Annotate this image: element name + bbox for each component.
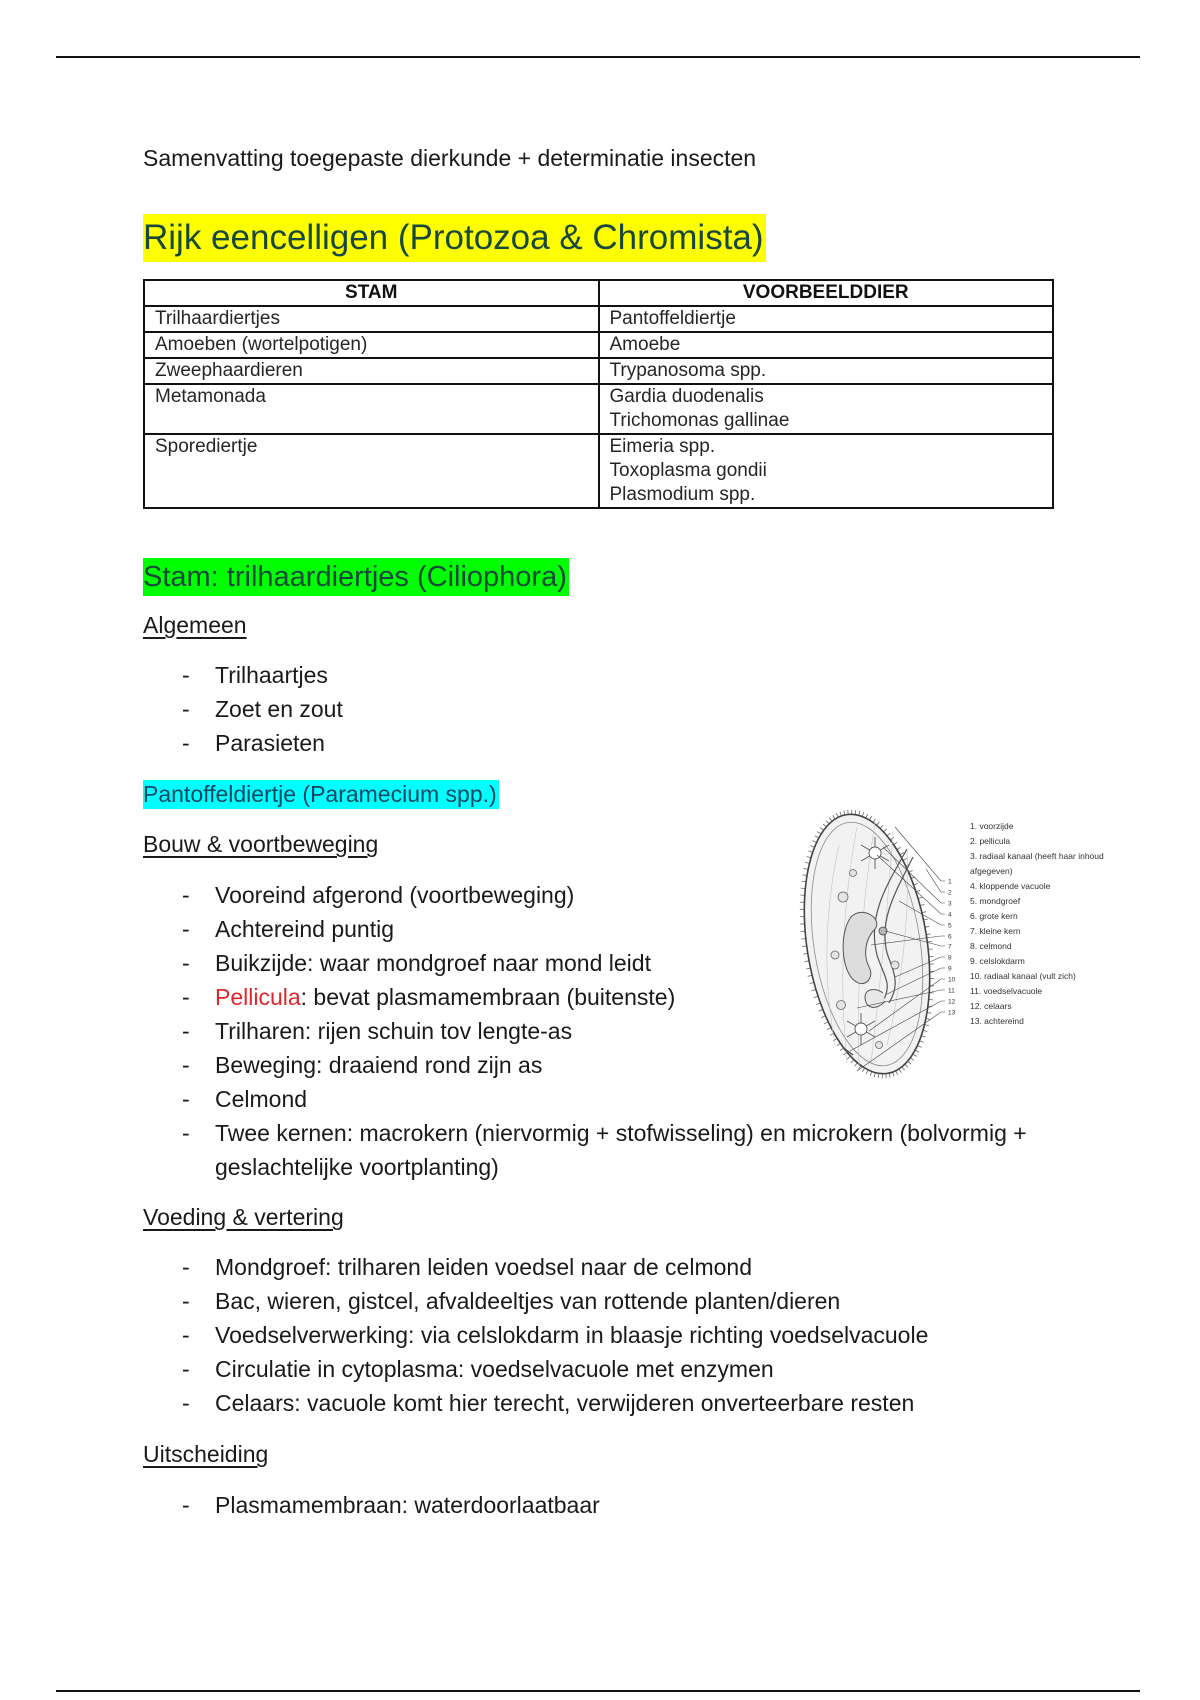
legend-label: 3. radiaal kanaal (heeft haar inhoud afgegeven) [970,851,1104,876]
example-species: Amoebe [609,334,681,355]
list-item [143,946,1095,980]
list-item-text: Achtereind puntig [215,916,395,942]
leader-number: 12 [948,998,956,1006]
list-marker: - [182,950,190,976]
list-marker: - [182,1120,190,1146]
list-item [143,692,1095,726]
structure-heading: Bouw & voortbeweging [143,831,379,857]
list-marker: - [182,1356,190,1382]
list-item [143,1014,1095,1048]
leader-number: 1 [948,878,952,886]
excretion-heading: Uitscheiding [143,1441,269,1467]
legend-label: 1. voorzijde [970,821,1014,831]
list-item-text: Trilharen: rijen schuin tov lengte-as [215,1018,573,1044]
list-item-text: Circulatie in cytoplasma: voedselvacuole met enzymen [215,1356,774,1382]
structure-list [143,878,1095,1184]
list-marker: - [182,984,190,1010]
table-row [144,434,1053,508]
legend-label: 4. kloppende vacuole [970,881,1051,891]
feeding-heading: Voeding & vertering [143,1204,344,1230]
list-item-text: Buikzijde: waar mondgroef naar mond leidt [215,950,651,976]
list-marker: - [182,662,190,688]
leader-number: 5 [948,922,952,930]
list-item-text: Beweging: draaiend rond zijn as [215,1052,543,1078]
list-item-text: Celmond [215,1086,308,1112]
list-marker: - [182,1322,190,1348]
list-item [143,1116,1095,1184]
cell-voorbeelddier [599,434,1054,508]
leader-number: 6 [948,933,952,941]
list-marker: - [182,1492,190,1518]
leader-number: 11 [948,987,955,995]
table-row [144,306,1053,332]
legend-label: 2. pellicula [970,836,1011,846]
species-heading: Pantoffeldiertje (Paramecium spp.) [143,781,497,807]
cell-stam: Amoeben (wortelpotigen) [144,332,599,358]
list-marker: - [182,696,190,722]
column-header-voorbeelddier: VOORBEELDDIER [599,280,1054,306]
general-heading: Algemeen [143,612,247,638]
leader-number: 4 [948,911,952,919]
kingdom-heading: Rijk eencelligen (Protozoa & Chromista) [143,214,766,262]
example-species: Pantoffeldiertje [609,308,736,329]
table-row [144,332,1053,358]
list-item [143,1250,1095,1284]
example-species: Trypanosoma spp. [609,360,767,381]
legend-label: 8. celmond [970,941,1012,951]
list-marker: - [182,1052,190,1078]
list-marker: - [182,1018,190,1044]
legend-label: 13. achtereind [970,1016,1024,1026]
leader-number: 13 [948,1009,956,1017]
list-item [143,1352,1095,1386]
legend-label: 9. celslokdarm [970,956,1025,966]
cell-voorbeelddier [599,306,1054,332]
list-item [143,1386,1095,1420]
table-row [144,358,1053,384]
legend-label: 5. mondgroef [970,896,1021,906]
list-item-text: Twee kernen: macrokern (niervormig + stofwisseling) en microkern (bolvormig + geslachtelijke voortplanting) [215,1120,1027,1180]
list-item-text: Plasmamembraan: waterdoorlaatbaar [215,1492,600,1518]
list-marker: - [182,1086,190,1112]
legend-label: 7. kleine kern [970,926,1021,936]
legend-label: 10. radiaal kanaal (vult zich) [970,971,1076,981]
leader-number: 3 [948,900,952,908]
list-item-text: Bac, wieren, gistcel, afvaldeeltjes van rottende planten/dieren [215,1288,841,1314]
list-item [143,912,1095,946]
excretion-list [143,1488,1095,1522]
leader-number: 10 [948,976,956,984]
cell-voorbeelddier [599,358,1054,384]
bottom-rule [56,1690,1140,1692]
list-item [143,1488,1095,1522]
legend-label: 12. celaars [970,1001,1012,1011]
leader-number: 8 [948,954,952,962]
phylum-heading: Stam: trilhaardiertjes (Ciliophora) [143,558,569,596]
cell-stam: Sporediertje [144,434,599,508]
cell-stam: Trilhaardiertjes [144,306,599,332]
top-rule [56,56,1140,58]
feeding-list [143,1250,1095,1420]
list-item [143,726,1095,760]
list-item [143,1318,1095,1352]
list-marker: - [182,730,190,756]
list-marker: - [182,882,190,908]
list-item [143,658,1095,692]
document-title: Samenvatting toegepaste dierkunde + determinatie insecten [143,145,757,171]
leader-number: 7 [948,943,952,951]
list-item [143,1048,1095,1082]
example-species: Toxoplasma gondii [609,460,767,481]
list-marker: - [182,1390,190,1416]
highlighted-term: Pellicula [215,984,301,1010]
list-item-text: Voedselverwerking: via celslokdarm in blaasje richting voedselvacuole [215,1322,929,1348]
list-item-text: Zoet en zout [215,696,343,722]
cell-voorbeelddier [599,384,1054,434]
cell-voorbeelddier [599,332,1054,358]
list-item-text: Vooreind afgerond (voortbeweging) [215,882,575,908]
legend-label: 11. voedselvacuole [970,986,1043,996]
list-item [143,1082,1095,1116]
list-marker: - [182,1254,190,1280]
list-item [143,1284,1095,1318]
stam-table [143,279,1054,509]
leader-number: 2 [948,889,952,897]
column-header-stam: STAM [144,280,599,306]
example-species: Plasmodium spp. [609,484,756,505]
general-list [143,658,1095,760]
list-item-text: Mondgroef: trilharen leiden voedsel naar de celmond [215,1254,752,1280]
list-item-text: Parasieten [215,730,325,756]
list-item [143,980,1095,1017]
example-species: Trichomonas gallinae [609,410,790,431]
legend-label: 6. grote kern [970,911,1018,921]
list-item-text: Trilhaartjes [215,662,328,688]
list-item-text: Celaars: vacuole komt hier terecht, verwijderen onverteerbare resten [215,1390,915,1416]
example-species: Gardia duodenalis [609,386,764,407]
cell-stam: Zweephaardieren [144,358,599,384]
list-item [143,878,1095,912]
leader-number: 9 [948,965,952,973]
list-item-text: : bevat plasmamembraan (buitenste) [300,984,676,1010]
table-header-row [144,280,1053,306]
list-marker: - [182,916,190,942]
table-row [144,384,1053,434]
cell-stam: Metamonada [144,384,599,434]
example-species: Eimeria spp. [609,436,716,457]
list-marker: - [182,1288,190,1314]
